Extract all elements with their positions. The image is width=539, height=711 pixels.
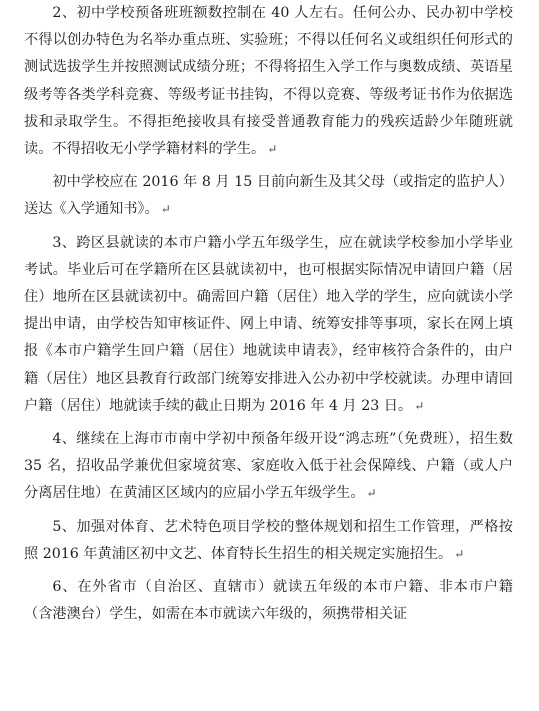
paragraph-mark-icon: ↵ [414,398,425,413]
paragraph-mark-icon: ↵ [160,202,171,217]
document-page [24,0,513,628]
paragraph-arts-sports-schools [24,514,513,568]
paragraph-class-size-rules [24,0,513,163]
paragraph-text: 初中学校应在 2016 年 8 月 15 日前向新生及其父母（或指定的监护人）送达《入学通知书》。 [24,174,513,218]
paragraph-admission-notice [24,169,513,223]
paragraph-mark-icon: ↵ [454,546,465,561]
paragraph-hongzhi-class [24,426,513,508]
paragraph-mark-icon: ↵ [366,486,377,501]
paragraph-text: 6、在外省市（自治区、直辖市）就读五年级的本市户籍、非本市户籍（含港澳台）学生，如需在本市就读六年级的，须携带相关证 [24,579,513,623]
paragraph-mark-icon: ↵ [267,142,278,157]
paragraph-text: 3、跨区县就读的本市户籍小学五年级学生，应在就读学校参加小学毕业考试。毕业后可在学籍所在区县就读初中，也可根据实际情况申请回户籍（居住）地所在区县就读初中。确需回户籍（居住）地入学的学生，应向就读小学提出申请，由学校告知审核证件、网上申请、统筹安排等事项，家长在网上填报《本市户籍学生回户籍（居住）地就读申请表》，经审核符合条件的，由户籍（居住）地区县教育行政部门统筹安排进入公办初中学校就读。办理申请回户籍（居住）地就读手续的截止日期为 2016 年 4 月 23 日。 [24,234,513,414]
paragraph-text: 5、加强对体育、艺术特色项目学校的整体规划和招生工作管理，严格按照 2016 年黄浦区初中文艺、体育特长生招生的相关规定实施招生。 [24,518,513,562]
paragraph-text: 2、初中学校预备班班额数控制在 40 人左右。任何公办、民办初中学校不得以创办特色为名举办重点班、实验班；不得以任何名义或组织任何形式的测试选拔学生并按照测试成绩分班；不得将招生入学工作与奥数成绩、英语星级考等各类学科竞赛、等级考证书挂钩，不得以竞赛、等级考证书作为依据选拔和录取学生。不得拒绝接收具有接受普通教育能力的残疾适龄少年随班就读。不得招收无小学学籍材料的学生。 [24,5,513,158]
paragraph-other-province-students [24,574,513,628]
paragraph-cross-district-students [24,230,513,420]
paragraph-text: 4、继续在上海市市南中学初中预备年级开设“鸿志班”（免费班），招生数 35 名，招收品学兼优但家境贫寒、家庭收入低于社会保障线、户籍（或人户分离居住地）在黄浦区区域内的应届小学五年级学生。 [24,431,513,502]
